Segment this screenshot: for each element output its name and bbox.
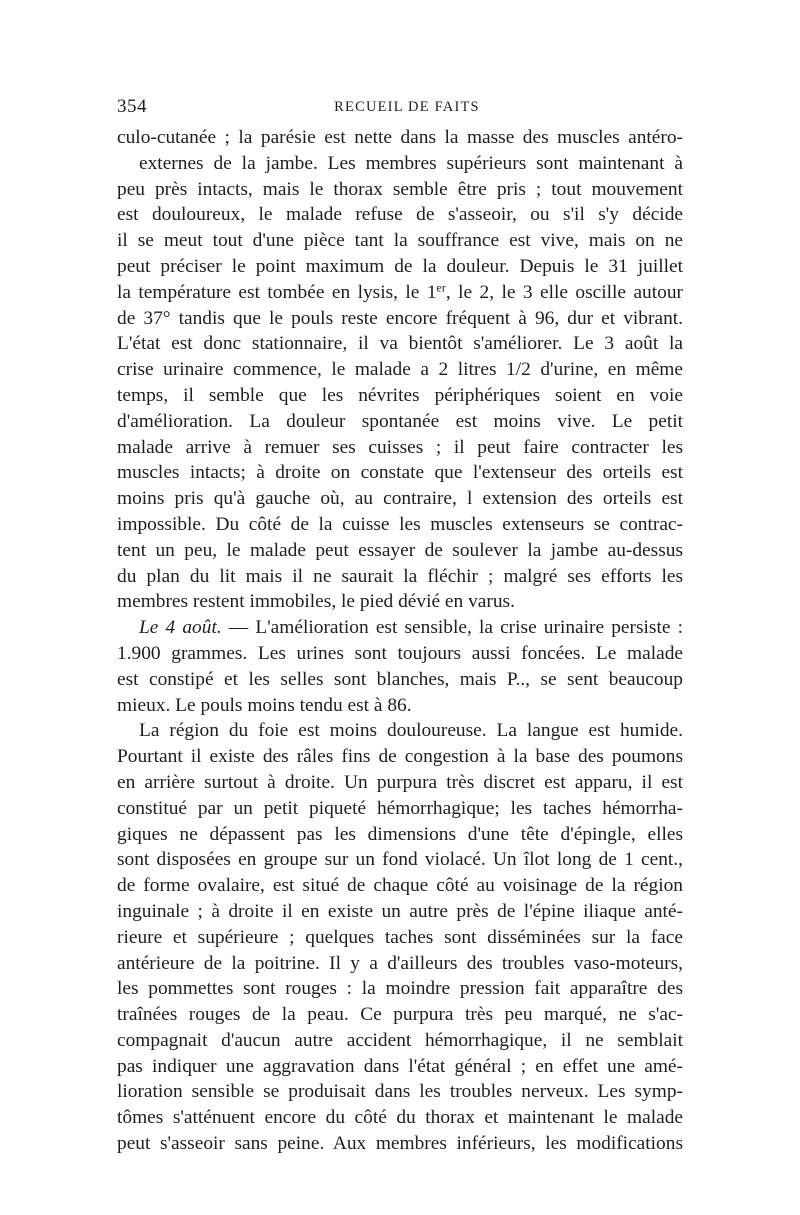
text-line: temps, il semble que les névrites périphériques soient en voie bbox=[117, 384, 683, 406]
page-number: 354 bbox=[117, 96, 147, 117]
text-line: de 37° tandis que le pouls reste encore fréquent à 96, dur et vibrant. bbox=[117, 307, 683, 329]
running-head: RECUEIL DE FAITS bbox=[334, 99, 480, 115]
text-line: L'état est donc stationnaire, il va bientôt s'améliorer. Le 3 août la bbox=[117, 333, 683, 355]
text-line: de forme ovalaire, est situé de chaque côté au voisinage de la région bbox=[117, 875, 683, 897]
text-line: est douloureux, le malade refuse de s'asseoir, ou s'il s'y décide bbox=[117, 204, 683, 226]
text-line: moins pris qu'à gauche où, au contraire, l extension des orteils est bbox=[117, 488, 683, 510]
text-line: constitué par un petit piqueté hémorrhagique; les taches hémorrha- bbox=[117, 797, 683, 819]
text-line: Pourtant il existe des râles fins de congestion à la base des poumons bbox=[117, 746, 683, 768]
text-line: pas indiquer une aggravation dans l'état général ; en effet une amé- bbox=[117, 1055, 683, 1077]
text-line-dated-entry: Le 4 août. — L'amélioration est sensible, la crise urinaire persiste : bbox=[139, 617, 683, 639]
text-line: membres restent immobiles, le pied dévié en varus. bbox=[117, 591, 515, 613]
text-line: antérieure de la poitrine. Il y a d'ailleurs des troubles vaso-moteurs, bbox=[117, 952, 683, 974]
text-line: peut préciser le point maximum de la douleur. Depuis le 31 juillet bbox=[117, 255, 683, 277]
text-line: peut s'asseoir sans peine. Aux membres inférieurs, les modifications bbox=[117, 1133, 683, 1155]
text-line: externes de la jambe. Les membres supérieurs sont maintenant à bbox=[139, 152, 683, 174]
text-line: giques ne dépassent pas les dimensions d'une tête d'épingle, elles bbox=[117, 823, 683, 845]
text-line: La région du foie est moins douloureuse. La langue est humide. bbox=[139, 720, 683, 742]
text-line: 1.900 grammes. Les urines sont toujours aussi foncées. Le malade bbox=[117, 642, 683, 664]
text-line: lioration sensible se produisait dans les troubles nerveux. Les symp- bbox=[117, 1081, 683, 1103]
text-line: crise urinaire commence, le malade a 2 litres 1/2 d'urine, en même bbox=[117, 359, 683, 381]
text-line: malade arrive à remuer ses cuisses ; il peut faire contracter les bbox=[117, 436, 683, 458]
text-line: les pommettes sont rouges : la moindre pression fait apparaître des bbox=[117, 978, 683, 1000]
text-line-with-superscript: la température est tombée en lysis, le 1er, le 2, le 3 elle oscille autour bbox=[117, 280, 683, 303]
text-line: inguinale ; à droite il en existe un autre près de l'épine iliaque anté- bbox=[117, 900, 683, 922]
text-line: est constipé et les selles sont blanches, mais P.., se sent beaucoup bbox=[117, 668, 683, 690]
text-line: traînées rouges de la peau. Ce purpura très peu marqué, ne s'ac- bbox=[117, 1004, 683, 1026]
text-line: rieure et supérieure ; quelques taches sont disséminées sur la face bbox=[117, 926, 683, 948]
text-line: culo-cutanée ; la parésie est nette dans la masse des muscles antéro- bbox=[117, 127, 683, 148]
text-line: peu près intacts, mais le thorax semble être pris ; tout mouvement bbox=[117, 178, 683, 200]
text-line: en arrière surtout à droite. Un purpura très discret est apparu, il est bbox=[117, 771, 683, 793]
body-text bbox=[117, 125, 683, 1157]
text-line: muscles intacts; à droite on constate que l'extenseur des orteils est bbox=[117, 462, 683, 484]
text-line: d'amélioration. La douleur spontanée est moins vive. Le petit bbox=[117, 410, 683, 432]
text-line: tent un peu, le malade peut essayer de soulever la jambe au-dessus bbox=[117, 539, 683, 561]
page-header bbox=[117, 96, 683, 122]
text-line: sont disposées en groupe sur un fond violacé. Un îlot long de 1 cent., bbox=[117, 849, 683, 871]
text-line: tômes s'atténuent encore du côté du thorax et maintenant le malade bbox=[117, 1107, 683, 1129]
text-line: impossible. Du côté de la cuisse les muscles extenseurs se contrac- bbox=[117, 513, 683, 535]
text-line: mieux. Le pouls moins tendu est à 86. bbox=[117, 694, 412, 716]
text-line: du plan du lit mais il ne saurait la fléchir ; malgré ses efforts les bbox=[117, 565, 683, 587]
date-lead: Le 4 août. bbox=[139, 617, 222, 639]
text-line: compagnait d'aucun autre accident hémorrhagique, il ne semblait bbox=[117, 1029, 683, 1051]
text-line: il se meut tout d'une pièce tant la souffrance est vive, mais on ne bbox=[117, 230, 683, 252]
